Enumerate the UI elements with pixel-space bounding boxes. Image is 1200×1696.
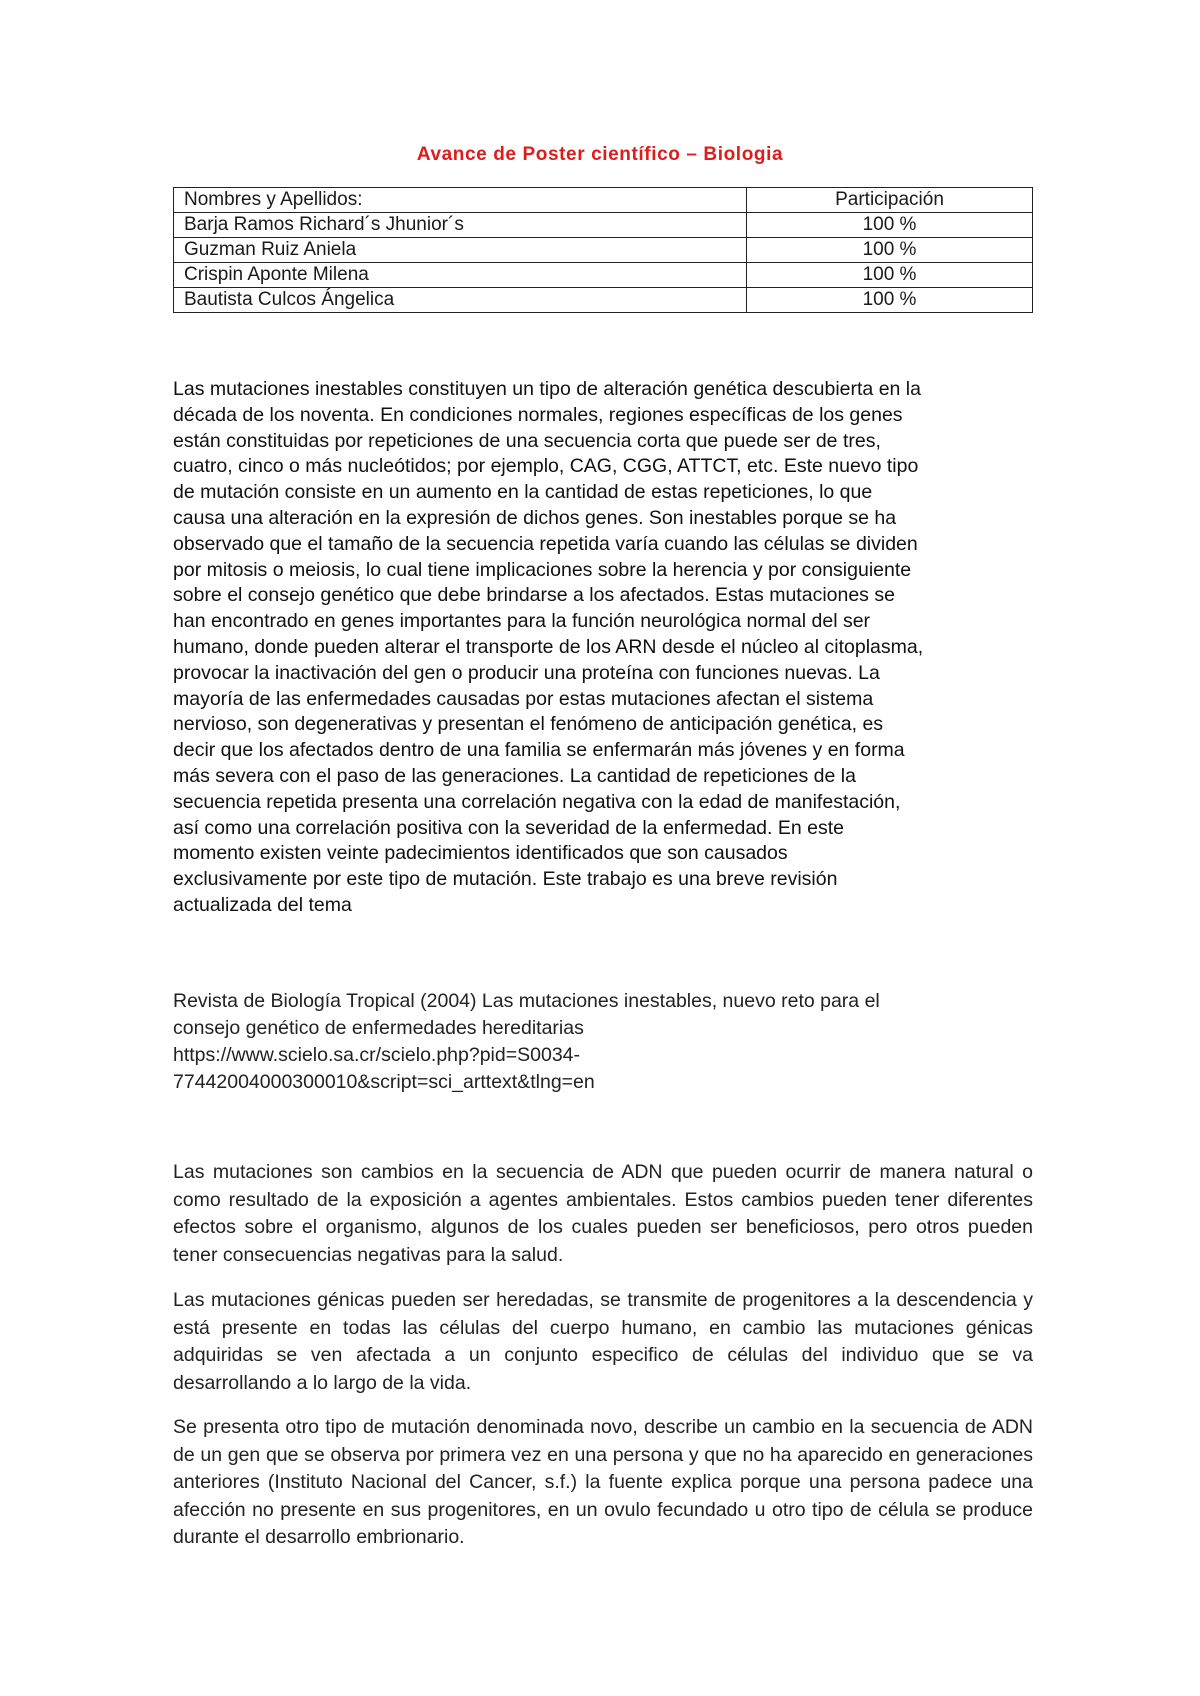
reference-citation <box>173 988 1033 1096</box>
abstract-line: secuencia repetida presenta una correlación negativa con la edad de manifestación, <box>173 790 901 813</box>
participant-name: Barja Ramos Richard´s Jhunior´s <box>174 213 747 238</box>
abstract-line: más severa con el paso de las generaciones. La cantidad de repeticiones de la <box>173 764 856 787</box>
abstract-line: están constituidas por repeticiones de una secuencia corta que puede ser de tres, <box>173 429 881 452</box>
participant-percentage: 100 % <box>747 263 1033 288</box>
abstract-line: sobre el consejo genético que debe brindarse a los afectados. Estas mutaciones se <box>173 584 895 607</box>
abstract-line: mayoría de las enfermedades causadas por estas mutaciones afectan el sistema <box>173 687 874 710</box>
body-paragraph-3: Se presenta otro tipo de mutación denominada novo, describe un cambio en la secuencia de ADN de un gen que se observa por primera vez en una persona y que no ha aparecido en generaciones anteriores (Instituto Nacional del Cancer, s.f.) la fuente explica porque una persona padece una afección no presente en sus progenitores, en un ovulo fecundado u otro tipo de célula se produce durante el desarrollo embrionario. <box>173 1416 1033 1548</box>
abstract-paragraph <box>173 377 1043 919</box>
participant-name: Guzman Ruiz Aniela <box>174 238 747 263</box>
reference-url-line: https://www.scielo.sa.cr/scielo.php?pid=S0034- <box>173 1044 581 1066</box>
table-row <box>174 263 1033 288</box>
reference-url-line: 77442004000300010&script=sci_arttext&tlng=en <box>173 1071 595 1093</box>
abstract-line: observado que el tamaño de la secuencia repetida varía cuando las células se dividen <box>173 532 918 555</box>
abstract-line: actualizada del tema <box>173 893 352 916</box>
abstract-line: así como una correlación positiva con la severidad de la enfermedad. En este <box>173 816 844 839</box>
body-paragraph-2: Las mutaciones génicas pueden ser heredadas, se transmite de progenitores a la descendencia y está presente en todas las células del cuerpo humano, en cambio las mutaciones génicas adquiridas se ven afectada a un conjunto especifico de células del individuo que se va desarrollando a lo largo de la vida. <box>173 1289 1033 1394</box>
table-row <box>174 288 1033 313</box>
table-row <box>174 238 1033 263</box>
abstract-line: exclusivamente por este tipo de mutación. Este trabajo es una breve revisión <box>173 868 838 891</box>
participant-name: Crispin Aponte Milena <box>174 263 747 288</box>
abstract-line: por mitosis o meiosis, lo cual tiene implicaciones sobre la herencia y por consiguiente <box>173 558 912 581</box>
abstract-line: nervioso, son degenerativas y presentan el fenómeno de anticipación genética, es <box>173 713 884 736</box>
participants-table <box>173 187 1033 313</box>
abstract-line: de mutación consiste en un aumento en la cantidad de estas repeticiones, lo que <box>173 481 873 504</box>
document-title: Avance de Poster científico – Biologia <box>416 144 784 165</box>
participant-percentage: 100 % <box>747 213 1033 238</box>
abstract-line: causa una alteración en la expresión de dichos genes. Son inestables porque se ha <box>173 506 897 529</box>
participant-percentage: 100 % <box>747 288 1033 313</box>
table-row <box>174 213 1033 238</box>
participant-percentage: 100 % <box>747 238 1033 263</box>
reference-line: Revista de Biología Tropical (2004) Las mutaciones inestables, nuevo reto para el <box>173 990 880 1012</box>
abstract-line: decir que los afectados dentro de una familia se enfermarán más jóvenes y en forma <box>173 739 905 762</box>
reference-line: consejo genético de enfermedades hereditarias <box>173 1017 584 1039</box>
abstract-line: década de los noventa. En condiciones normales, regiones específicas de los genes <box>173 403 903 426</box>
abstract-line: humano, donde pueden alterar el transporte de los ARN desde el núcleo al citoplasma, <box>173 635 924 658</box>
abstract-line: cuatro, cinco o más nucleótidos; por ejemplo, CAG, CGG, ATTCT, etc. Este nuevo tipo <box>173 455 919 478</box>
abstract-line: momento existen veinte padecimientos identificados que son causados <box>173 842 788 865</box>
abstract-line: han encontrado en genes importantes para la función neurológica normal del ser <box>173 610 871 633</box>
participant-name: Bautista Culcos Ángelica <box>174 288 747 313</box>
abstract-line: provocar la inactivación del gen o producir una proteína con funciones nuevas. La <box>173 661 880 684</box>
header-names: Nombres y Apellidos: <box>174 188 747 213</box>
body-paragraph-1: Las mutaciones son cambios en la secuencia de ADN que pueden ocurrir de manera natural o como resultado de la exposición a agentes ambientales. Estos cambios pueden tener diferentes efectos sobre el organismo, algunos de los cuales pueden ser beneficiosos, pero otros pueden tener consecuencias negativas para la salud. <box>173 1161 1033 1266</box>
table-header-row <box>174 188 1033 213</box>
header-participation: Participación <box>747 188 1033 213</box>
abstract-line: Las mutaciones inestables constituyen un tipo de alteración genética descubierta en la <box>173 378 921 400</box>
